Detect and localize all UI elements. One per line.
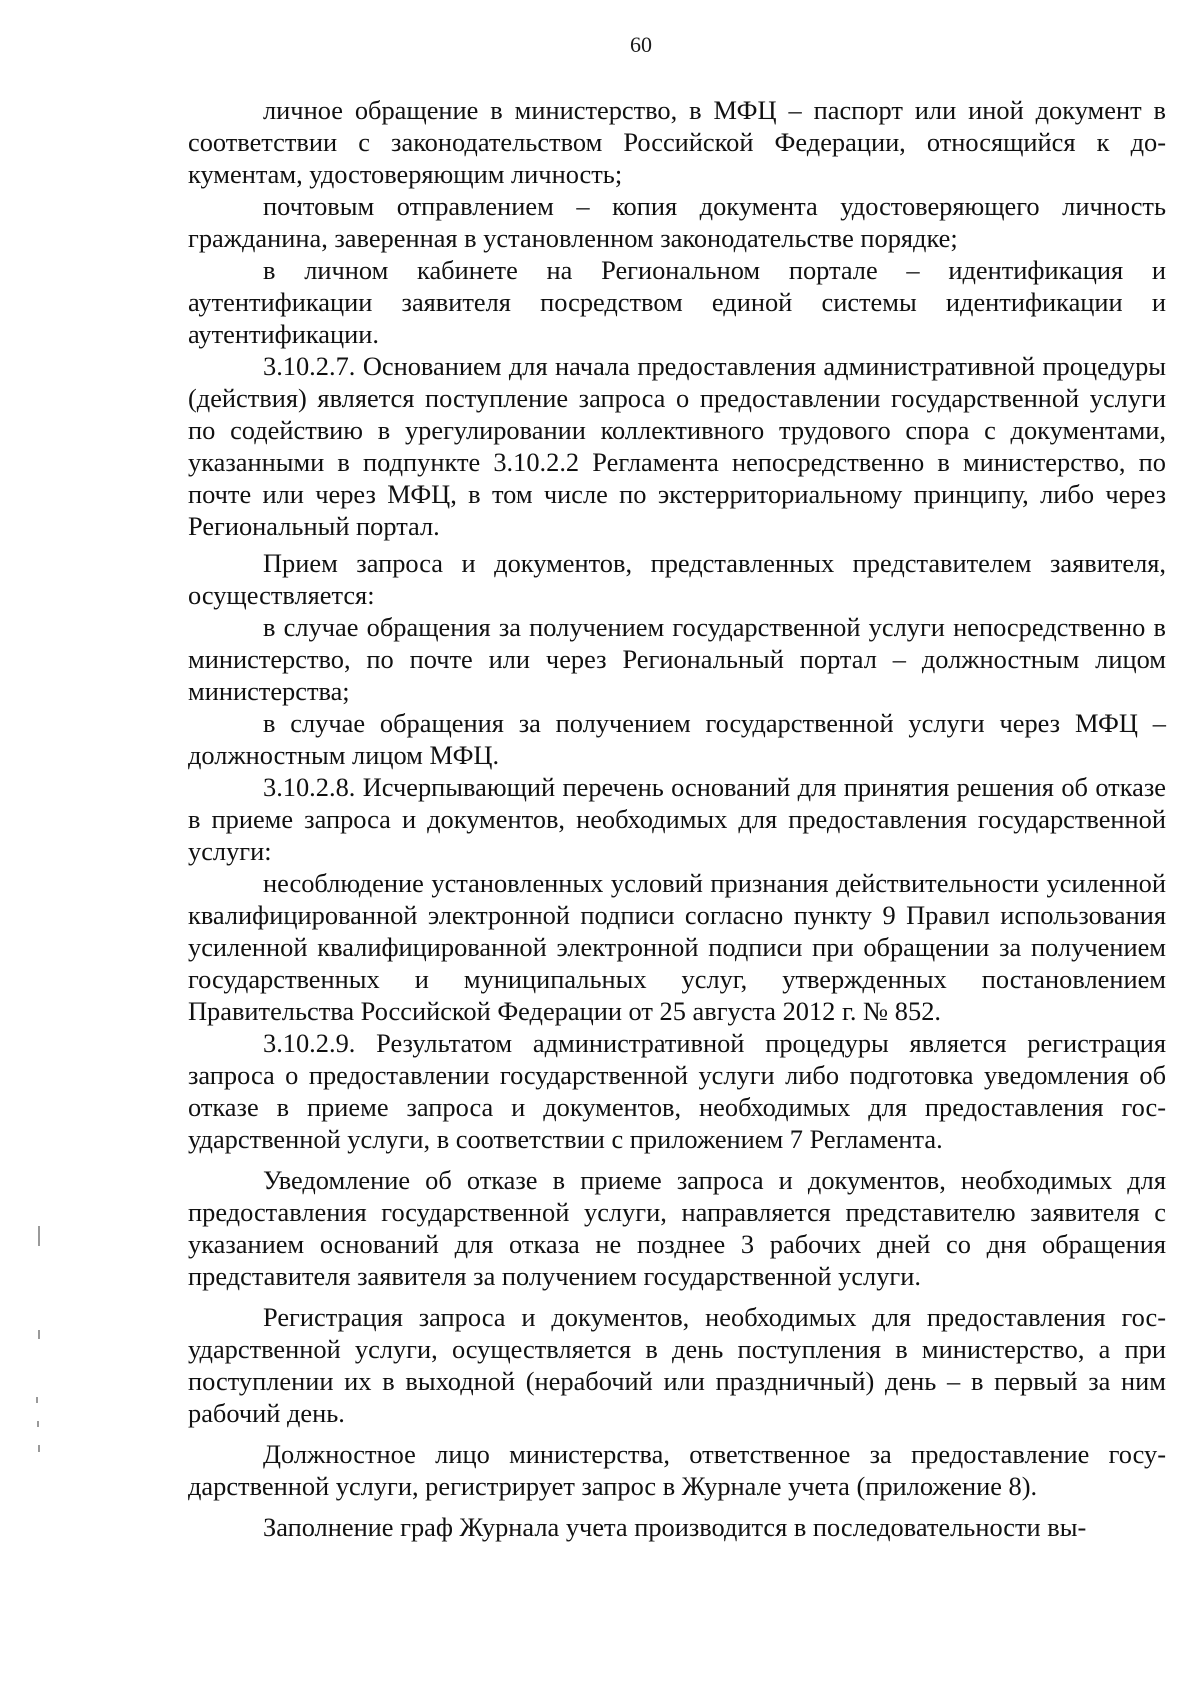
paragraph-personal-account: в личном кабинете на Региональном портале – идентификация и аутентификации заявителя посредством единой системы идентификации и аутентификации.	[188, 255, 1166, 349]
page-number: 60	[630, 32, 652, 57]
paragraph-personal-appeal: личное обращение в министерство, в МФЦ – паспорт или иной документ в соответствии с законодательством Российской Федерации, относящийся к документам, удостоверяющим личность;	[188, 95, 1166, 189]
scan-margin-mark	[36, 1397, 38, 1403]
paragraph-mfc-appeal: в случае обращения за получением государственной услуги через МФЦ – должностным лицом МФЦ.	[188, 708, 1166, 770]
paragraph-postal-mail: почтовым отправлением – копия документа удостоверяющего личность гражданина, заверенная в установленном законодательстве порядке;	[188, 191, 1166, 253]
scan-margin-mark	[38, 1445, 40, 1452]
document-body	[188, 94, 1166, 1543]
paragraph-signature-noncompliance: несоблюдение установленных условий признания действительности усиленной квалифицированной электронной подписи согласно пункту 9 Правил использования усиленной квалифицированной электронной подписи при обращении за получением государственных и муниципальных услуг, утвержденных постановлением Правительства Российской Федерации от 25 августа 2012 г. № 852.	[188, 868, 1166, 1026]
paragraph-journal-filling: Заполнение граф Журнала учета производится в последовательности вы-	[263, 1512, 1087, 1542]
paragraph-3-10-2-7: 3.10.2.7. Основанием для начала предоставления административной процедуры (действия) является поступление запроса о предоставлении государственной услуги по содействию в урегулировании коллективного трудового спора с документами, указанными в подпункте 3.10.2.2 Регламента непосредственно в министерство, по почте или через МФЦ, в том числе по экстерриториальному принципу, либо через Региональный портал.	[188, 351, 1166, 541]
paragraph-refusal-notice: Уведомление об отказе в приеме запроса и документов, необходимых для предоставления государственной услуги, направляется представителю заявителя с указанием оснований для отказа не позднее 3 рабочих дней со дня обращения представителя заявителя за получением государственной услуги.	[188, 1165, 1166, 1291]
paragraph-request-reception: Прием запроса и документов, представленных представителем заявителя, осуществляется:	[188, 548, 1166, 610]
paragraph-direct-appeal: в случае обращения за получением государственной услуги непосредственно в министерство, по почте или через Региональный портал – должностным лицом министерства;	[188, 612, 1166, 706]
scan-margin-mark	[38, 1330, 40, 1339]
paragraph-3-10-2-8: 3.10.2.8. Исчерпывающий перечень оснований для принятия решения об отказе в приеме запроса и документов, необходимых для предоставления государственной услуги:	[188, 772, 1166, 866]
paragraph-journal-registration: Должностное лицо министерства, ответственное за предоставление государственной услуги, регистрирует запрос в Журнале учета (приложение 8).	[188, 1439, 1166, 1501]
paragraph-3-10-2-9: 3.10.2.9. Результатом административной процедуры является регистрация запроса о предоставлении государственной услуги либо подготовка уведомления об отказе в приеме запроса и документов, необходимых для предоставления государственной услуги, в соответствии с приложением 7 Регламента.	[188, 1028, 1166, 1154]
paragraph-registration: Регистрация запроса и документов, необходимых для предоставления государственной услуги, осуществляется в день поступления в министерство, а при поступлении их в выходной (нерабочий или праздничный) день – в первый за ним рабочий день.	[188, 1302, 1166, 1428]
scan-margin-mark	[38, 1226, 40, 1246]
scan-margin-mark	[37, 1421, 39, 1427]
